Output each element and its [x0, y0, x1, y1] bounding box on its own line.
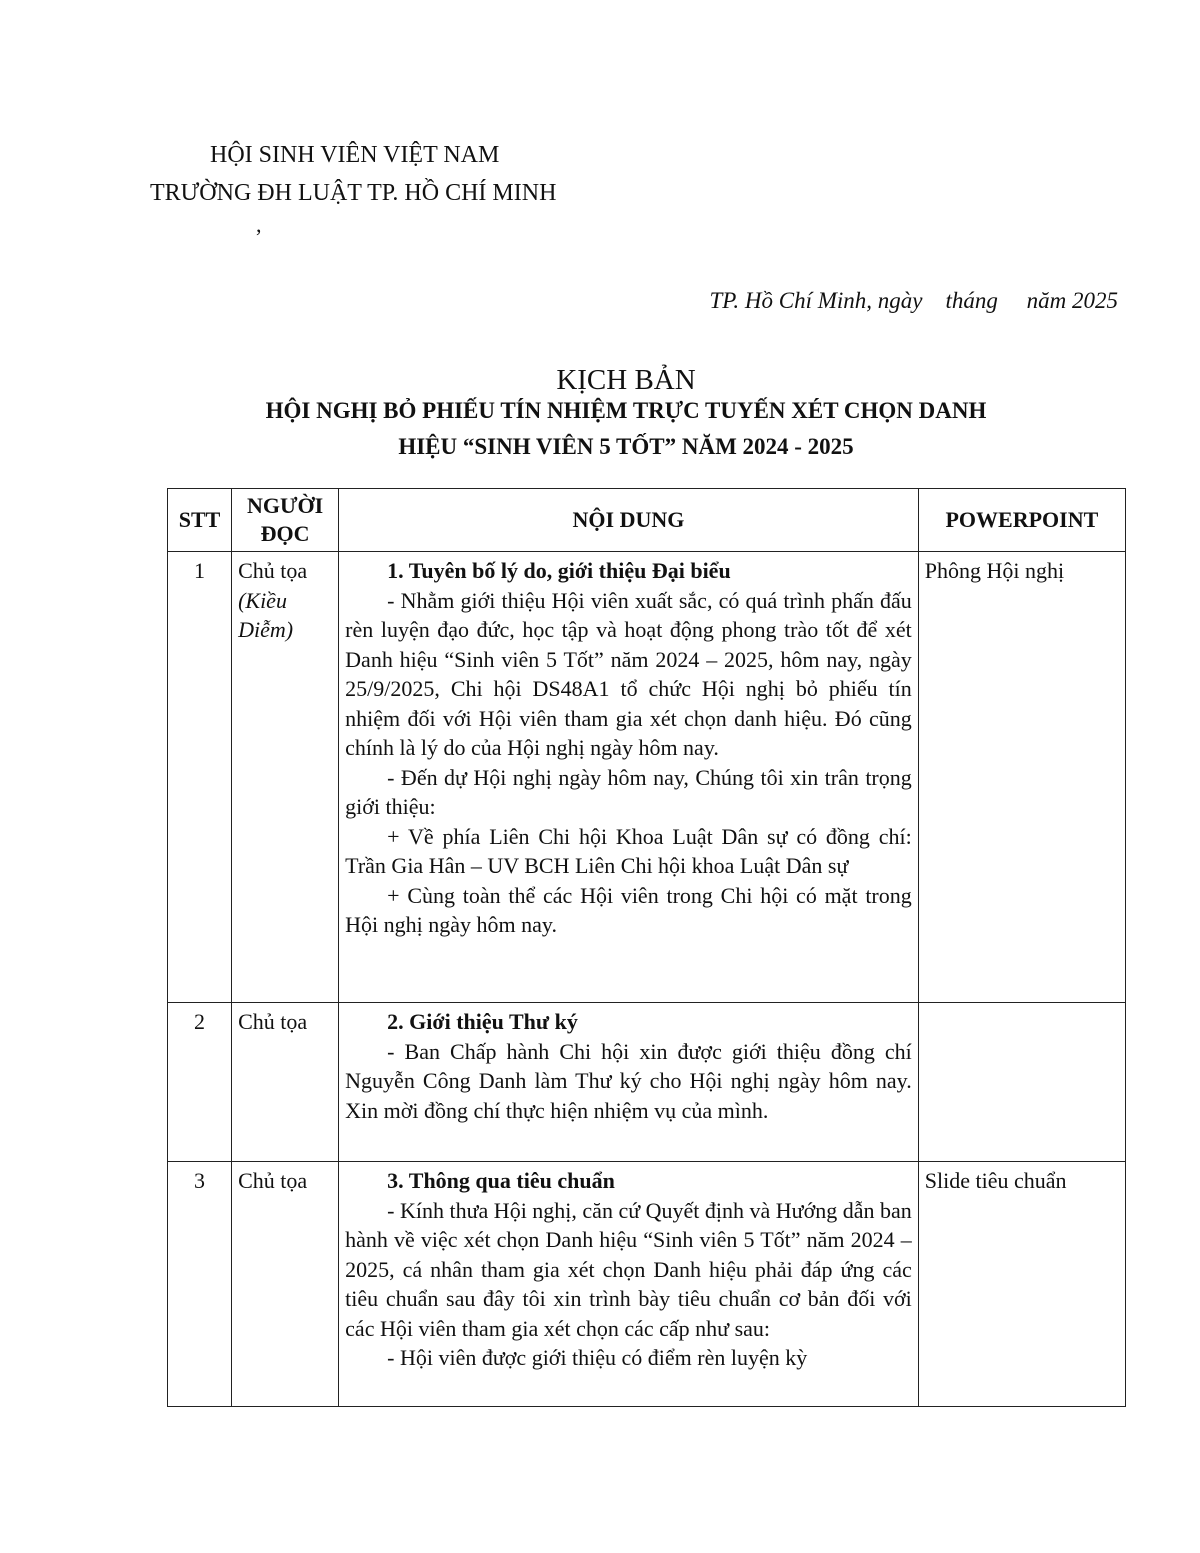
powerpoint-cell: [918, 1003, 1125, 1162]
table-row: [168, 552, 1126, 1003]
reader-cell: [232, 1162, 339, 1407]
section-heading: 2. Giới thiệu Thư ký: [387, 1009, 578, 1034]
column-header-powerpoint: POWERPOINT: [918, 489, 1125, 552]
stray-mark: ,: [256, 212, 262, 237]
content-paragraph: + Cùng toàn thể các Hội viên trong Chi hội có mặt trong Hội nghị ngày hôm nay.: [345, 882, 912, 937]
school-name: TRƯỜNG ĐH LUẬT TP. HỒ CHÍ MINH: [150, 180, 557, 206]
column-header-content: NỘI DUNG: [339, 489, 919, 552]
document-subtitle-line-2: HIỆU “SINH VIÊN 5 TỐT” NĂM 2024 - 2025: [398, 434, 854, 459]
content-paragraph: - Đến dự Hội nghị ngày hôm nay, Chúng tôi xin trân trọng giới thiệu:: [345, 764, 912, 819]
content-cell: [339, 552, 919, 1003]
content-paragraph: - Hội viên được giới thiệu có điểm rèn luyện kỳ: [387, 1345, 808, 1370]
section-heading: 1. Tuyên bố lý do, giới thiệu Đại biểu: [387, 558, 731, 583]
powerpoint-cell: Slide tiêu chuẩn: [918, 1162, 1125, 1407]
content-paragraph: + Về phía Liên Chi hội Khoa Luật Dân sự có đồng chí: Trần Gia Hân – UV BCH Liên Chi hội khoa Luật Dân sự: [345, 823, 912, 878]
document-subtitle-line-1: HỘI NGHỊ BỎ PHIẾU TÍN NHIỆM TRỰC TUYẾN XÉT CHỌN DANH: [265, 398, 987, 423]
reader-cell: [232, 552, 339, 1003]
script-table: [167, 488, 1126, 1407]
content-cell: [339, 1003, 919, 1162]
reader-name: Chủ tọa: [238, 558, 308, 583]
table-header-row: [168, 489, 1126, 552]
content-paragraph: - Ban Chấp hành Chi hội xin được giới thiệu đồng chí Nguyễn Công Danh làm Thư ký cho Hội nghị ngày hôm nay. Xin mời đồng chí thực hiện nhiệm vụ của mình.: [345, 1038, 912, 1123]
content-cell: [339, 1162, 919, 1407]
row-number: 1: [168, 552, 232, 1003]
reader-name: Chủ tọa: [238, 1168, 308, 1193]
column-header-stt: STT: [168, 489, 232, 552]
section-heading: 3. Thông qua tiêu chuẩn: [387, 1168, 615, 1193]
reader-note: (Kiều Diễm): [238, 587, 294, 642]
reader-name: Chủ tọa: [238, 1009, 308, 1034]
reader-cell: [232, 1003, 339, 1162]
powerpoint-cell: Phông Hội nghị: [918, 552, 1125, 1003]
organization-name: HỘI SINH VIÊN VIỆT NAM: [210, 142, 500, 168]
row-number: 3: [168, 1162, 232, 1407]
content-paragraph: - Kính thưa Hội nghị, căn cứ Quyết định và Hướng dẫn ban hành về việc xét chọn Danh hiệu “Sinh viên 5 Tốt” năm 2024 – 2025, cá nhân tham gia xét chọn Danh hiệu phải đáp ứng các tiêu chuẩn sau đây tôi xin trình bày tiêu chuẩn cơ bản đối với các Hội viên tham gia xét chọn các cấp như sau:: [345, 1197, 912, 1341]
document-title: KỊCH BẢN: [556, 364, 696, 396]
content-paragraph: - Nhằm giới thiệu Hội viên xuất sắc, có quá trình phấn đấu rèn luyện đạo đức, học tập và hoạt động phong trào tốt để xét Danh hiệu “Sinh viên 5 Tốt” năm 2024 – 2025, hôm nay, ngày 25/9/2025, Chi hội DS48A1 tổ chức Hội nghị bỏ phiếu tín nhiệm đối với Hội viên tham gia xét chọn danh hiệu. Đó cũng chính là lý do của Hội nghị ngày hôm nay.: [345, 587, 912, 760]
date-line: TP. Hồ Chí Minh, ngày tháng năm 2025: [709, 288, 1118, 313]
column-header-reader: NGƯỜI ĐỌC: [232, 489, 339, 552]
table-row: [168, 1003, 1126, 1162]
row-number: 2: [168, 1003, 232, 1162]
table-row: [168, 1162, 1126, 1407]
